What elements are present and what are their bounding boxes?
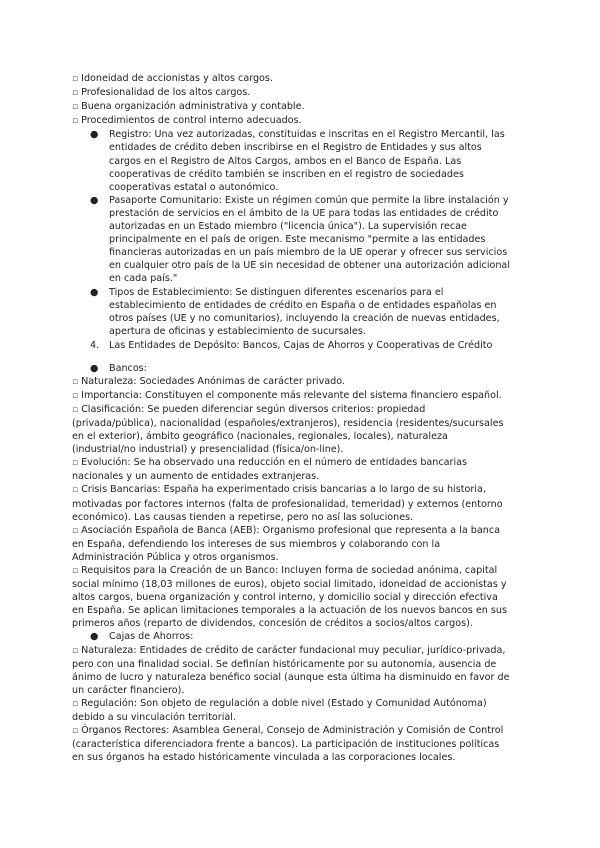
list-item: ▫ Crisis Bancarias: España ha experimentado crisis bancarias a lo largo de su historia, motivadas por factores internos (falta de profesionalidad, temeridad) y externos (entorno económico). Las causas tienden a repetirse, pero no así las soluciones. bbox=[72, 483, 512, 523]
bullet-icon: ● bbox=[90, 631, 99, 643]
list-item: ▫ Naturaleza: Sociedades Anónimas de carácter privado. bbox=[72, 375, 512, 389]
list-item: ● Tipos de Establecimiento: Se distinguen diferentes escenarios para el establecimiento de entidades de crédito en España o de entidades españolas en otros países (UE y no comunitarios), incluyendo la creación de nuevas entidades, apertura de oficinas y establecimiento de sucursales. bbox=[90, 286, 500, 337]
list-item: ▫ Profesionalidad de los altos cargos. bbox=[72, 86, 512, 100]
bullet-icon: ● bbox=[90, 286, 99, 298]
list-item: ▫ Buena organización administrativa y contable. bbox=[72, 100, 512, 114]
list-item: ▫ Evolución: Se ha observado una reducción en el número de entidades bancarias nacionales y un aumento de entidades extranjeras. bbox=[72, 456, 512, 483]
section-heading: 4. Las Entidades de Depósito: Bancos, Cajas de Ahorros y Cooperativas de Crédito bbox=[90, 339, 493, 351]
bancos-list bbox=[72, 375, 512, 631]
list-item: ▫ Clasificación: Se pueden diferenciar según diversos criterios: propiedad (privada/pública), nacionalidad (españoles/extranjeros), residencia (residentes/sucursales en el exterior), ámbito geográfico (nacionales, regionales, locales), naturaleza (industrial/no industrial) y presencialidad (física/on-line). bbox=[72, 403, 512, 456]
list-item: ▫ Asociación Española de Banca (AEB): Organismo profesional que representa a la banca en España, defendiendo los intereses de sus miembros y colaborando con la Administración Pública y otros organismos. bbox=[72, 524, 512, 564]
list-item: ▫ Importancia: Constituyen el componente más relevante del sistema financiero español. bbox=[72, 389, 512, 403]
bullet-icon: ● bbox=[90, 194, 99, 206]
list-item: ▫ Órganos Rectores: Asamblea General, Consejo de Administración y Comisión de Control (característica diferenciadora frente a bancos). La participación de instituciones políticas en sus órganos ha estado históricamente vinculada a las corporaciones locales. bbox=[72, 724, 512, 764]
subsection-heading-cajas: ● Cajas de Ahorros: bbox=[90, 631, 194, 643]
list-item: ▫ Procedimientos de control interno adecuados. bbox=[72, 114, 512, 128]
bullet-icon: ● bbox=[90, 362, 99, 374]
cajas-list bbox=[72, 644, 512, 765]
subsection-heading-bancos: ● Bancos: bbox=[90, 362, 147, 374]
list-item: ● Registro: Una vez autorizadas, constituidas e inscritas en el Registro Mercantil, las entidades de crédito deben inscribirse en el Registro de Entidades y sus altos cargos en el Registro de Altos Cargos, ambos en el Banco de España. Las cooperativas de crédito también se inscriben en el registro de sociedades cooperativas estatal o autonómico. bbox=[90, 129, 505, 193]
list-item: ▫ Requisitos para la Creación de un Banco: Incluyen forma de sociedad anónima, capital social mínimo (18,03 millones de euros), objeto social limitado, idoneidad de accionistas y altos cargos, buena organización y control interno, y domicilio social y dirección efectiva en España. Se aplican limitaciones temporales a la actuación de los nuevos bancos en sus primeros años (reparto de dividendos, concesión de créditos a socios/altos cargos). bbox=[72, 564, 512, 630]
list-item: ▫ Naturaleza: Entidades de crédito de carácter fundacional muy peculiar, jurídico-privada, pero con una finalidad social. Se definían históricamente por su autonomía, ausencia de ánimo de lucro y naturaleza benéfico social (aunque esta última ha disminuido en favor de un carácter financiero). bbox=[72, 644, 512, 697]
requisitos-list bbox=[72, 72, 512, 128]
list-item: ● Pasaporte Comunitario: Existe un régimen común que permite la libre instalación y prestación de servicios en el ámbito de la UE para todas las entidades de crédito autorizadas en un Estado miembro ("licencia única"). La supervisión recae principalmente en el país de origen. Este mecanismo "permite a las entidades financieras autorizadas en un país miembro de la UE operar y ofrecer sus servicios en cualquier otro país de la UE sin necesidad de obtener una autorización adicional en cada país." bbox=[90, 194, 510, 285]
list-item: ▫ Regulación: Son objeto de regulación a doble nivel (Estado y Comunidad Autónoma) debido a su vinculación territorial. bbox=[72, 697, 512, 724]
bullet-icon: ● bbox=[90, 129, 99, 141]
list-item: ▫ Idoneidad de accionistas y altos cargos. bbox=[72, 72, 512, 86]
bullet-list-establecimiento bbox=[72, 128, 512, 338]
